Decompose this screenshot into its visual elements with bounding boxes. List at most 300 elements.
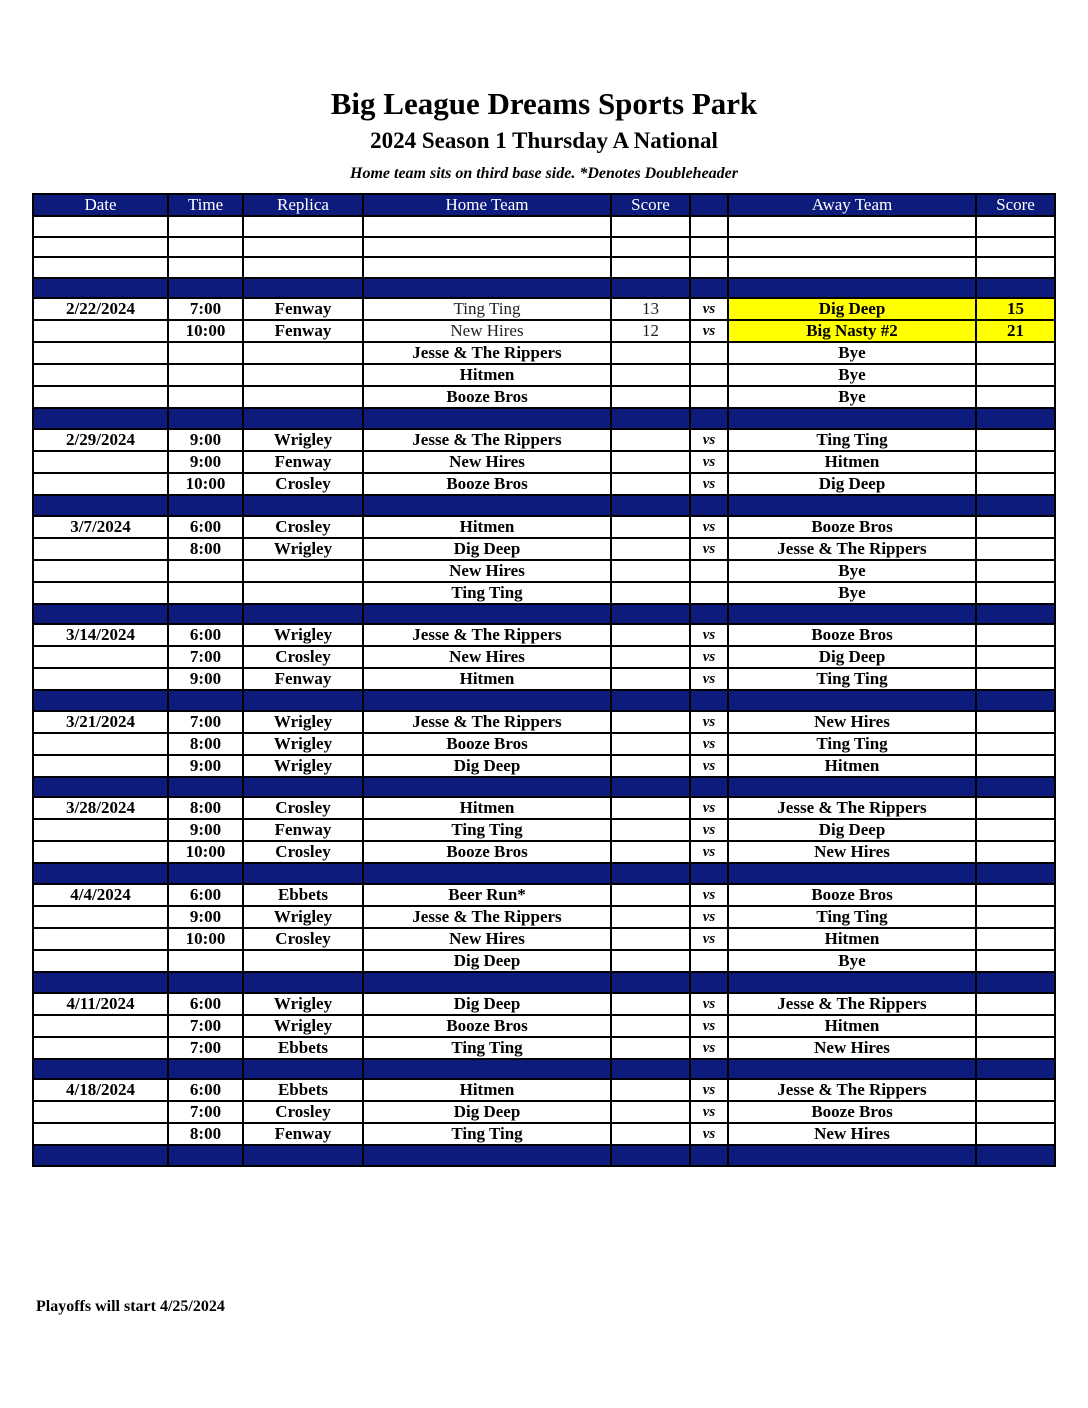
week-separator-row: [33, 604, 1055, 625]
cell-home-score: [611, 342, 690, 364]
cell-home-team: Booze Bros: [363, 386, 611, 408]
cell-away-score: [976, 993, 1055, 1015]
cell-away-team: Dig Deep: [728, 298, 976, 320]
cell-vs: [690, 386, 728, 408]
cell-home-score: [611, 538, 690, 560]
cell-vs: [690, 1059, 728, 1080]
cell-away-score: [976, 819, 1055, 841]
cell-replica: Fenway: [243, 298, 363, 320]
cell-home-team: Ting Ting: [363, 819, 611, 841]
cell-time: 6:00: [168, 884, 243, 906]
cell-replica: Fenway: [243, 1123, 363, 1145]
cell-away-score: [976, 1059, 1055, 1080]
cell-time: [168, 950, 243, 972]
table-row: [33, 1037, 1055, 1059]
cell-home-score: [611, 1145, 690, 1166]
header-home-team: Home Team: [363, 194, 611, 216]
week-separator-row: [33, 408, 1055, 429]
cell-home-team: Jesse & The Rippers: [363, 624, 611, 646]
cell-away-team: Dig Deep: [728, 819, 976, 841]
cell-date: [33, 1123, 168, 1145]
header-away-team: Away Team: [728, 194, 976, 216]
cell-away-team: New Hires: [728, 711, 976, 733]
cell-away-team: Jesse & The Rippers: [728, 1079, 976, 1101]
cell-home-team: Hitmen: [363, 516, 611, 538]
cell-away-score: [976, 1145, 1055, 1166]
cell-vs: vs: [690, 906, 728, 928]
cell-replica: Ebbets: [243, 1079, 363, 1101]
cell-date: [33, 972, 168, 993]
cell-home-score: [611, 906, 690, 928]
cell-home-team: Booze Bros: [363, 733, 611, 755]
cell-vs: vs: [690, 928, 728, 950]
cell-away-score: [976, 429, 1055, 451]
table-row: [33, 711, 1055, 733]
cell-date: 2/22/2024: [33, 298, 168, 320]
table-row: [33, 646, 1055, 668]
cell-away-team: Ting Ting: [728, 429, 976, 451]
cell-home-score: [611, 993, 690, 1015]
cell-vs: vs: [690, 993, 728, 1015]
cell-time: 9:00: [168, 451, 243, 473]
cell-home-team: [363, 495, 611, 516]
cell-time: [168, 257, 243, 278]
cell-replica: Crosley: [243, 928, 363, 950]
schedule-body: [33, 216, 1055, 1166]
cell-replica: Wrigley: [243, 755, 363, 777]
cell-replica: Ebbets: [243, 884, 363, 906]
cell-time: 6:00: [168, 1079, 243, 1101]
table-row: [33, 1079, 1055, 1101]
cell-away-team: [728, 237, 976, 258]
table-row: [33, 668, 1055, 690]
cell-home-team: Booze Bros: [363, 1015, 611, 1037]
cell-home-score: [611, 1079, 690, 1101]
page-subtitle: 2024 Season 1 Thursday A National: [370, 128, 718, 153]
cell-home-team: New Hires: [363, 320, 611, 342]
cell-away-score: [976, 733, 1055, 755]
cell-home-score: [611, 473, 690, 495]
cell-replica: [243, 1059, 363, 1080]
cell-away-team: Dig Deep: [728, 646, 976, 668]
cell-away-score: [976, 884, 1055, 906]
cell-home-score: [611, 733, 690, 755]
cell-replica: Fenway: [243, 320, 363, 342]
cell-away-team: Ting Ting: [728, 906, 976, 928]
cell-away-team: [728, 690, 976, 711]
cell-home-score: [611, 950, 690, 972]
table-row: [33, 560, 1055, 582]
cell-away-team: [728, 257, 976, 278]
cell-vs: [690, 495, 728, 516]
cell-home-score: [611, 755, 690, 777]
cell-home-score: [611, 646, 690, 668]
cell-date: [33, 237, 168, 258]
cell-time: 9:00: [168, 906, 243, 928]
cell-vs: vs: [690, 884, 728, 906]
cell-away-score: [976, 1079, 1055, 1101]
table-row: [33, 582, 1055, 604]
cell-time: 9:00: [168, 755, 243, 777]
cell-replica: [243, 495, 363, 516]
cell-home-team: Ting Ting: [363, 1123, 611, 1145]
cell-date: [33, 777, 168, 798]
cell-away-score: [976, 604, 1055, 625]
cell-vs: [690, 278, 728, 299]
cell-time: 8:00: [168, 733, 243, 755]
cell-away-score: [976, 1123, 1055, 1145]
cell-vs: vs: [690, 819, 728, 841]
cell-away-team: [728, 972, 976, 993]
cell-time: 7:00: [168, 646, 243, 668]
cell-home-score: [611, 841, 690, 863]
cell-away-score: [976, 364, 1055, 386]
cell-time: 8:00: [168, 1123, 243, 1145]
cell-time: [168, 604, 243, 625]
table-row: [33, 473, 1055, 495]
cell-vs: vs: [690, 668, 728, 690]
week-separator-row: [33, 278, 1055, 299]
cell-home-team: [363, 1059, 611, 1080]
cell-away-score: [976, 538, 1055, 560]
cell-date: [33, 473, 168, 495]
cell-date: [33, 863, 168, 884]
table-row: [33, 386, 1055, 408]
cell-away-team: Bye: [728, 386, 976, 408]
cell-time: [168, 278, 243, 299]
cell-home-score: [611, 582, 690, 604]
cell-date: [33, 733, 168, 755]
cell-away-team: New Hires: [728, 1123, 976, 1145]
cell-away-team: Booze Bros: [728, 624, 976, 646]
cell-replica: [243, 604, 363, 625]
cell-date: [33, 690, 168, 711]
cell-away-team: [728, 278, 976, 299]
cell-away-team: Big Nasty #2: [728, 320, 976, 342]
cell-away-score: [976, 408, 1055, 429]
table-row: [33, 993, 1055, 1015]
cell-away-score: [976, 777, 1055, 798]
cell-vs: vs: [690, 451, 728, 473]
table-row: [33, 755, 1055, 777]
cell-replica: Fenway: [243, 451, 363, 473]
cell-away-team: [728, 1145, 976, 1166]
cell-away-team: Booze Bros: [728, 1101, 976, 1123]
cell-away-score: [976, 863, 1055, 884]
cell-away-team: Jesse & The Rippers: [728, 797, 976, 819]
cell-away-score: [976, 237, 1055, 258]
cell-date: [33, 342, 168, 364]
cell-replica: [243, 972, 363, 993]
cell-date: [33, 668, 168, 690]
cell-home-team: Hitmen: [363, 797, 611, 819]
cell-date: [33, 950, 168, 972]
cell-home-team: [363, 408, 611, 429]
cell-time: 10:00: [168, 841, 243, 863]
cell-replica: [243, 216, 363, 237]
cell-home-score: [611, 1015, 690, 1037]
cell-home-team: Ting Ting: [363, 1037, 611, 1059]
cell-time: 9:00: [168, 668, 243, 690]
cell-time: 10:00: [168, 928, 243, 950]
cell-time: [168, 386, 243, 408]
cell-vs: [690, 237, 728, 258]
cell-replica: [243, 342, 363, 364]
cell-date: [33, 819, 168, 841]
cell-vs: vs: [690, 538, 728, 560]
cell-replica: Wrigley: [243, 733, 363, 755]
cell-vs: vs: [690, 1101, 728, 1123]
cell-away-score: [976, 257, 1055, 278]
cell-home-team: Dig Deep: [363, 755, 611, 777]
cell-date: [33, 755, 168, 777]
cell-home-team: [363, 1145, 611, 1166]
cell-date: [33, 906, 168, 928]
cell-home-team: Booze Bros: [363, 841, 611, 863]
cell-date: 4/4/2024: [33, 884, 168, 906]
cell-home-team: Dig Deep: [363, 1101, 611, 1123]
cell-away-score: [976, 668, 1055, 690]
cell-time: [168, 1059, 243, 1080]
cell-date: 4/11/2024: [33, 993, 168, 1015]
cell-time: 8:00: [168, 538, 243, 560]
cell-away-score: [976, 972, 1055, 993]
cell-replica: Crosley: [243, 1101, 363, 1123]
cell-replica: [243, 863, 363, 884]
cell-home-team: New Hires: [363, 928, 611, 950]
cell-replica: Fenway: [243, 819, 363, 841]
cell-replica: Wrigley: [243, 906, 363, 928]
cell-date: [33, 1015, 168, 1037]
cell-home-score: [611, 604, 690, 625]
cell-away-score: [976, 451, 1055, 473]
cell-vs: [690, 560, 728, 582]
week-separator-row: [33, 972, 1055, 993]
cell-vs: [690, 408, 728, 429]
cell-date: 3/14/2024: [33, 624, 168, 646]
cell-away-team: Hitmen: [728, 451, 976, 473]
cell-time: [168, 237, 243, 258]
cell-date: [33, 1037, 168, 1059]
cell-away-score: [976, 646, 1055, 668]
cell-replica: Ebbets: [243, 1037, 363, 1059]
cell-vs: [690, 342, 728, 364]
cell-home-score: [611, 495, 690, 516]
cell-home-team: Dig Deep: [363, 538, 611, 560]
cell-home-score: [611, 1101, 690, 1123]
cell-away-team: Ting Ting: [728, 733, 976, 755]
cell-vs: [690, 604, 728, 625]
cell-home-score: [611, 408, 690, 429]
cell-replica: [243, 690, 363, 711]
cell-home-score: [611, 429, 690, 451]
cell-away-team: Jesse & The Rippers: [728, 993, 976, 1015]
header-date: Date: [33, 194, 168, 216]
cell-away-team: Dig Deep: [728, 473, 976, 495]
cell-date: [33, 386, 168, 408]
cell-away-team: Hitmen: [728, 928, 976, 950]
cell-time: [168, 216, 243, 237]
cell-date: [33, 451, 168, 473]
cell-away-team: [728, 408, 976, 429]
cell-home-score: [611, 884, 690, 906]
cell-home-score: [611, 364, 690, 386]
cell-home-score: [611, 1059, 690, 1080]
cell-replica: [243, 582, 363, 604]
cell-home-team: Ting Ting: [363, 298, 611, 320]
cell-away-score: [976, 950, 1055, 972]
cell-home-team: [363, 690, 611, 711]
cell-home-score: [611, 819, 690, 841]
table-row: [33, 364, 1055, 386]
cell-replica: [243, 386, 363, 408]
cell-date: 3/21/2024: [33, 711, 168, 733]
cell-replica: Crosley: [243, 797, 363, 819]
cell-home-score: [611, 690, 690, 711]
cell-time: [168, 1145, 243, 1166]
header-away-score: Score: [976, 194, 1055, 216]
week-separator-row: [33, 1145, 1055, 1166]
cell-time: [168, 342, 243, 364]
cell-time: [168, 690, 243, 711]
cell-home-score: 12: [611, 320, 690, 342]
cell-time: 7:00: [168, 298, 243, 320]
cell-vs: vs: [690, 298, 728, 320]
cell-away-score: [976, 582, 1055, 604]
cell-replica: [243, 777, 363, 798]
table-row: [33, 1015, 1055, 1037]
header-home-score: Score: [611, 194, 690, 216]
cell-time: 9:00: [168, 819, 243, 841]
cell-home-score: [611, 386, 690, 408]
cell-date: [33, 582, 168, 604]
cell-time: [168, 364, 243, 386]
cell-home-team: Jesse & The Rippers: [363, 711, 611, 733]
cell-vs: vs: [690, 797, 728, 819]
table-row: [33, 429, 1055, 451]
cell-home-score: [611, 624, 690, 646]
blank-row: [33, 237, 1055, 258]
table-row: [33, 451, 1055, 473]
cell-away-score: [976, 797, 1055, 819]
week-separator-row: [33, 863, 1055, 884]
cell-home-team: Beer Run*: [363, 884, 611, 906]
cell-home-team: Dig Deep: [363, 993, 611, 1015]
header-time: Time: [168, 194, 243, 216]
cell-time: 6:00: [168, 516, 243, 538]
cell-replica: [243, 278, 363, 299]
cell-vs: vs: [690, 646, 728, 668]
cell-vs: [690, 364, 728, 386]
cell-away-score: [976, 386, 1055, 408]
cell-replica: [243, 237, 363, 258]
cell-vs: vs: [690, 624, 728, 646]
cell-time: 7:00: [168, 711, 243, 733]
cell-away-team: [728, 604, 976, 625]
cell-away-score: [976, 342, 1055, 364]
cell-date: [33, 364, 168, 386]
cell-home-score: [611, 928, 690, 950]
table-row: [33, 950, 1055, 972]
cell-away-score: [976, 473, 1055, 495]
cell-away-score: [976, 216, 1055, 237]
cell-away-team: Bye: [728, 342, 976, 364]
week-separator-row: [33, 777, 1055, 798]
cell-replica: Wrigley: [243, 624, 363, 646]
cell-time: 6:00: [168, 993, 243, 1015]
cell-time: 6:00: [168, 624, 243, 646]
cell-away-team: New Hires: [728, 841, 976, 863]
cell-date: [33, 604, 168, 625]
cell-home-score: [611, 451, 690, 473]
cell-time: 10:00: [168, 320, 243, 342]
table-row: [33, 733, 1055, 755]
cell-replica: Wrigley: [243, 711, 363, 733]
cell-away-team: [728, 216, 976, 237]
cell-home-score: [611, 797, 690, 819]
cell-away-score: [976, 1037, 1055, 1059]
table-row: [33, 819, 1055, 841]
cell-replica: [243, 950, 363, 972]
cell-replica: Fenway: [243, 668, 363, 690]
cell-vs: [690, 777, 728, 798]
table-row: [33, 538, 1055, 560]
cell-replica: [243, 408, 363, 429]
cell-away-team: Bye: [728, 950, 976, 972]
cell-date: [33, 216, 168, 237]
cell-date: [33, 646, 168, 668]
table-row: [33, 841, 1055, 863]
cell-date: [33, 560, 168, 582]
cell-home-team: Jesse & The Rippers: [363, 906, 611, 928]
cell-away-team: Booze Bros: [728, 516, 976, 538]
cell-home-team: Dig Deep: [363, 950, 611, 972]
cell-home-team: Jesse & The Rippers: [363, 429, 611, 451]
cell-vs: vs: [690, 841, 728, 863]
cell-home-score: [611, 216, 690, 237]
week-separator-row: [33, 1059, 1055, 1080]
cell-vs: vs: [690, 1015, 728, 1037]
table-row: [33, 1123, 1055, 1145]
cell-away-score: [976, 624, 1055, 646]
cell-vs: [690, 863, 728, 884]
blank-row: [33, 257, 1055, 278]
cell-replica: Wrigley: [243, 538, 363, 560]
table-header-row: [33, 194, 1055, 216]
cell-date: [33, 928, 168, 950]
cell-vs: vs: [690, 320, 728, 342]
cell-vs: vs: [690, 755, 728, 777]
cell-vs: [690, 216, 728, 237]
cell-replica: [243, 257, 363, 278]
header-vs: [690, 194, 728, 216]
cell-home-team: [363, 216, 611, 237]
cell-date: [33, 320, 168, 342]
table-row: [33, 797, 1055, 819]
cell-home-team: [363, 278, 611, 299]
cell-away-team: Jesse & The Rippers: [728, 538, 976, 560]
table-row: [33, 928, 1055, 950]
table-row: [33, 1101, 1055, 1123]
cell-home-team: New Hires: [363, 560, 611, 582]
cell-time: [168, 863, 243, 884]
cell-away-score: 21: [976, 320, 1055, 342]
cell-home-score: [611, 711, 690, 733]
cell-home-score: [611, 972, 690, 993]
cell-home-score: [611, 1123, 690, 1145]
cell-replica: Crosley: [243, 473, 363, 495]
cell-away-team: Hitmen: [728, 755, 976, 777]
